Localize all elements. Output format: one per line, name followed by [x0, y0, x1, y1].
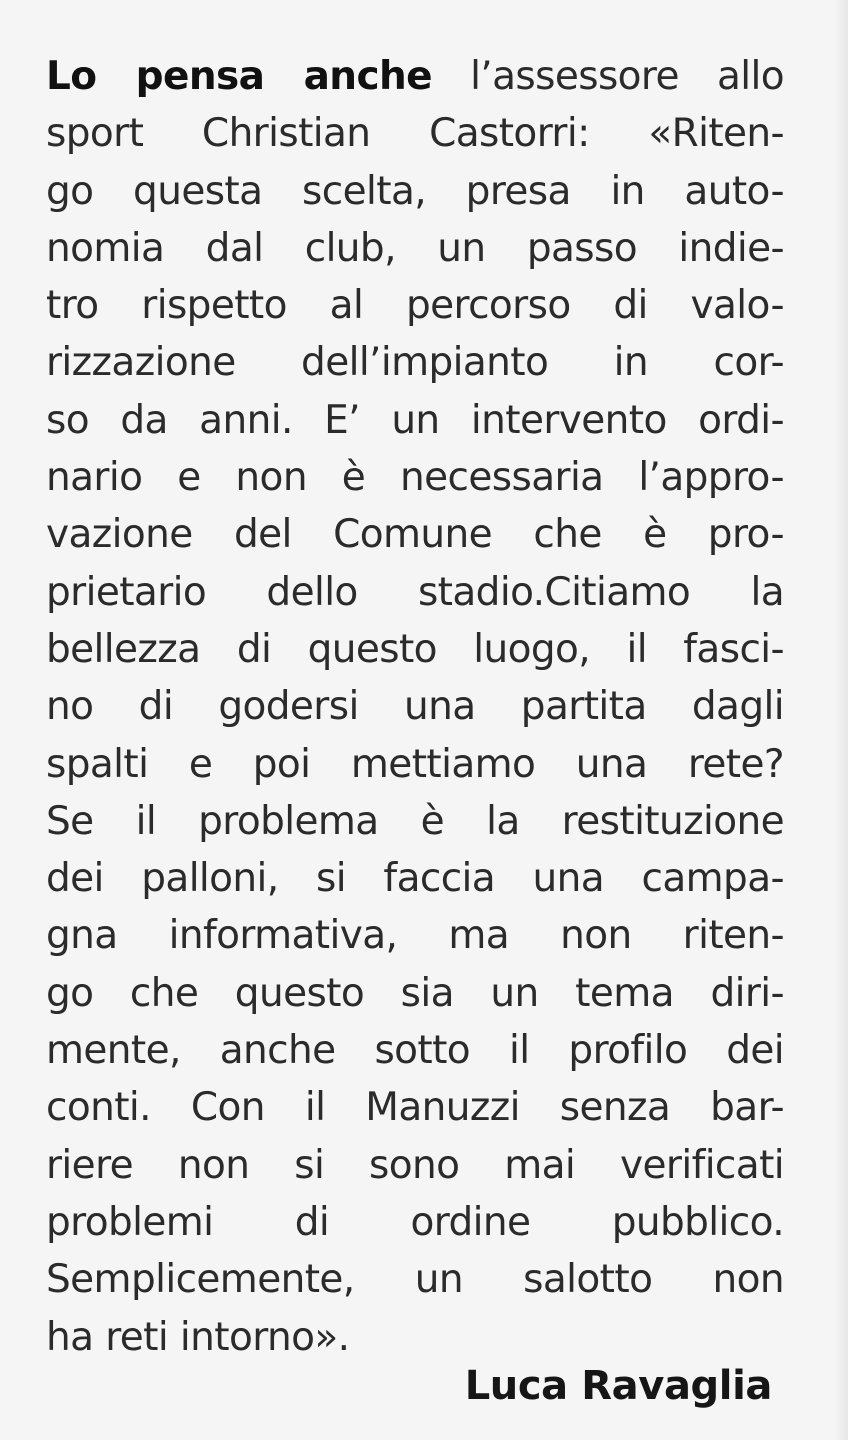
- article-line-1: [46, 48, 784, 105]
- article-line: go questa scelta, presa in auto-: [46, 168, 784, 214]
- article-line-last: ha reti intorno».: [46, 1314, 350, 1360]
- article-line: conti. Con il Manuzzi senza bar-: [46, 1085, 784, 1131]
- author-byline: Luca Ravaglia: [464, 1363, 772, 1409]
- article-line: go che questo sia un tema diri-: [46, 970, 784, 1016]
- article-line: vazione del Comune che è pro-: [46, 512, 784, 558]
- article-line: spalti e poi mettiamo una rete?: [46, 741, 784, 787]
- article-line: nomia dal club, un passo indie-: [46, 225, 784, 271]
- article-line: nario e non è necessaria l’appro-: [46, 455, 784, 501]
- article-line: bellezza di questo luogo, il fasci-: [46, 626, 784, 672]
- article-line: sport Christian Castorri: «Riten-: [46, 111, 784, 157]
- article-line: prietario dello stadio.Citiamo la: [46, 569, 784, 615]
- article-line: problemi di ordine pubblico.: [46, 1199, 784, 1245]
- article-line: no di godersi una partita dagli: [46, 684, 784, 730]
- article-line: riere non si sono mai verificati: [46, 1142, 784, 1188]
- article-line: rizzazione dell’impianto in cor-: [46, 340, 784, 386]
- article-line: gna informativa, ma non riten-: [46, 913, 784, 959]
- article-line: Se il problema è la restituzione: [46, 798, 784, 844]
- article-line: dei palloni, si faccia una campa-: [46, 856, 784, 902]
- page-edge-shadow: [834, 0, 848, 1440]
- article-body: [46, 48, 784, 1366]
- article-line: Semplicemente, un salotto non: [46, 1257, 784, 1303]
- article-line: tro rispetto al percorso di valo-: [46, 283, 784, 329]
- article-line-1-text: l’assessore allo: [470, 54, 784, 99]
- article-line: so da anni. E’ un intervento ordi-: [46, 397, 784, 443]
- article-line: mente, anche sotto il profilo dei: [46, 1028, 784, 1074]
- article-lead: Lo pensa anche: [46, 54, 432, 99]
